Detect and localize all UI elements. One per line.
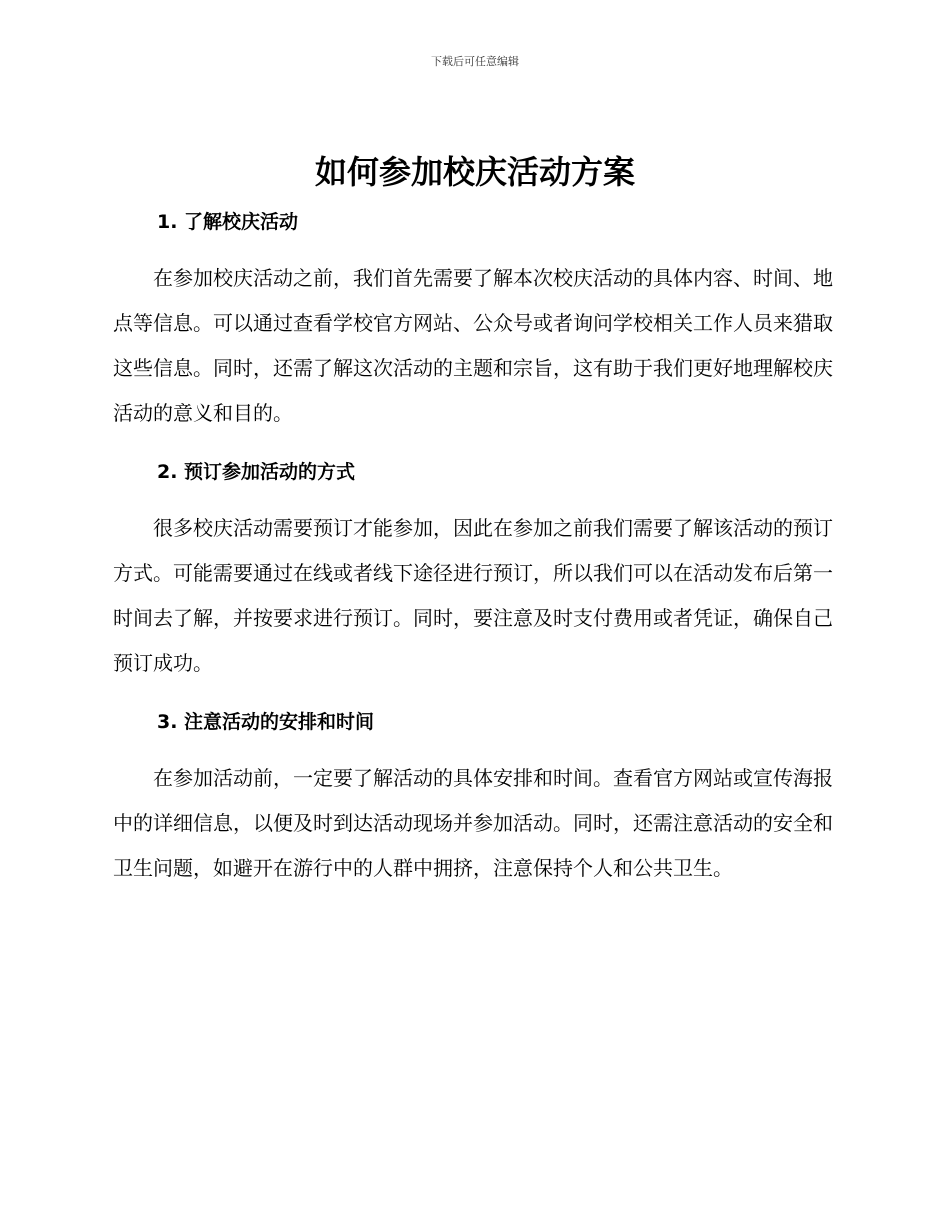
page-header-note: 下载后可任意编辑 — [431, 55, 519, 68]
section-reservation-method — [113, 450, 833, 686]
section-heading: 1. 了解校庆活动 — [157, 211, 299, 233]
document-content — [113, 200, 833, 905]
section-schedule-and-time — [113, 700, 833, 891]
section-heading: 2. 预订参加活动的方式 — [157, 461, 356, 483]
section-heading: 3. 注意活动的安排和时间 — [157, 711, 375, 733]
document-title: 如何参加校庆活动方案 — [314, 153, 635, 191]
section-understand-event — [113, 200, 833, 436]
section-paragraph: 很多校庆活动需要预订才能参加，因此在参加之前我们需要了解该活动的预订方式。可能需要通过在线或者线下途径进行预订，所以我们可以在活动发布后第一时间去了解，并按要求进行预订。同时，要注意及时支付费用或者凭证，确保自己预订成功。 — [113, 516, 833, 675]
section-paragraph: 在参加活动前，一定要了解活动的具体安排和时间。查看官方网站或宣传海报中的详细信息，以便及时到达活动现场并参加活动。同时，还需注意活动的安全和卫生问题，如避开在游行中的人群中拥挤，注意保持个人和公共卫生。 — [113, 766, 833, 880]
section-paragraph: 在参加校庆活动之前，我们首先需要了解本次校庆活动的具体内容、时间、地点等信息。可以通过查看学校官方网站、公众号或者询问学校相关工作人员来猎取这些信息。同时，还需了解这次活动的主题和宗旨，这有助于我们更好地理解校庆活动的意义和目的。 — [113, 266, 833, 425]
